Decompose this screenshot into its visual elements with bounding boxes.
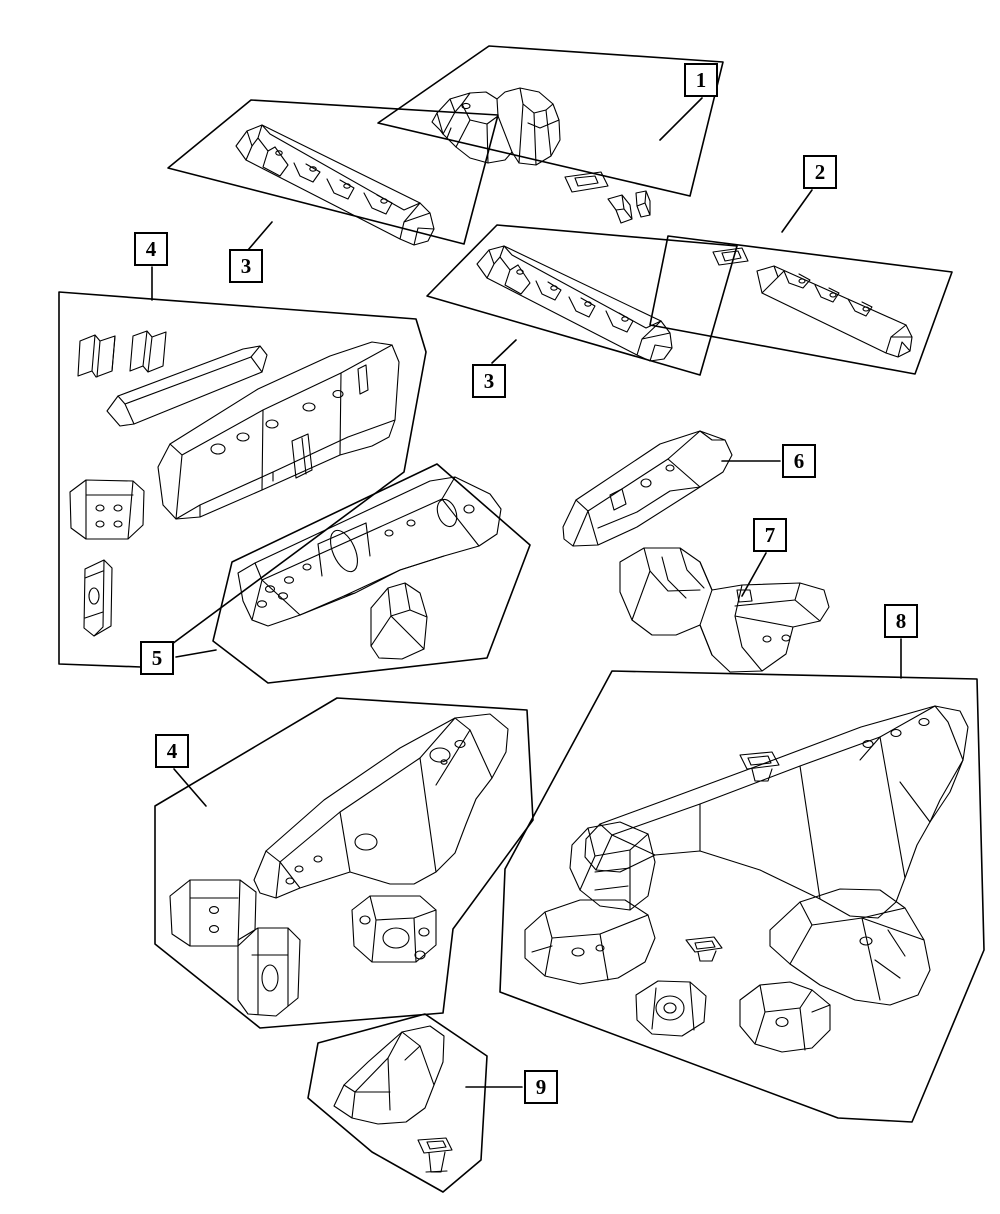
panel-8-group <box>500 671 984 1122</box>
panel-1-group <box>378 46 723 223</box>
panel-6-group <box>563 431 732 546</box>
callout-9[interactable]: 9 <box>524 1070 558 1104</box>
callout-7[interactable]: 7 <box>753 518 787 552</box>
leader-lines <box>152 98 901 1087</box>
callout-4b[interactable]: 4 <box>155 734 189 768</box>
panel-4-lower-group <box>155 698 533 1028</box>
panel-3-lower-group <box>427 225 737 375</box>
panel-9-group <box>308 1014 487 1192</box>
panel-7-group <box>620 548 829 672</box>
callout-3[interactable]: 3 <box>229 249 263 283</box>
callout-6[interactable]: 6 <box>782 444 816 478</box>
callout-3b[interactable]: 3 <box>472 364 506 398</box>
callout-2[interactable]: 2 <box>803 155 837 189</box>
callout-5[interactable]: 5 <box>140 641 174 675</box>
callout-4[interactable]: 4 <box>134 232 168 266</box>
callout-8[interactable]: 8 <box>884 604 918 638</box>
callout-1[interactable]: 1 <box>684 63 718 97</box>
panel-3-upper-group <box>168 100 498 245</box>
panel-2-group <box>650 236 952 374</box>
